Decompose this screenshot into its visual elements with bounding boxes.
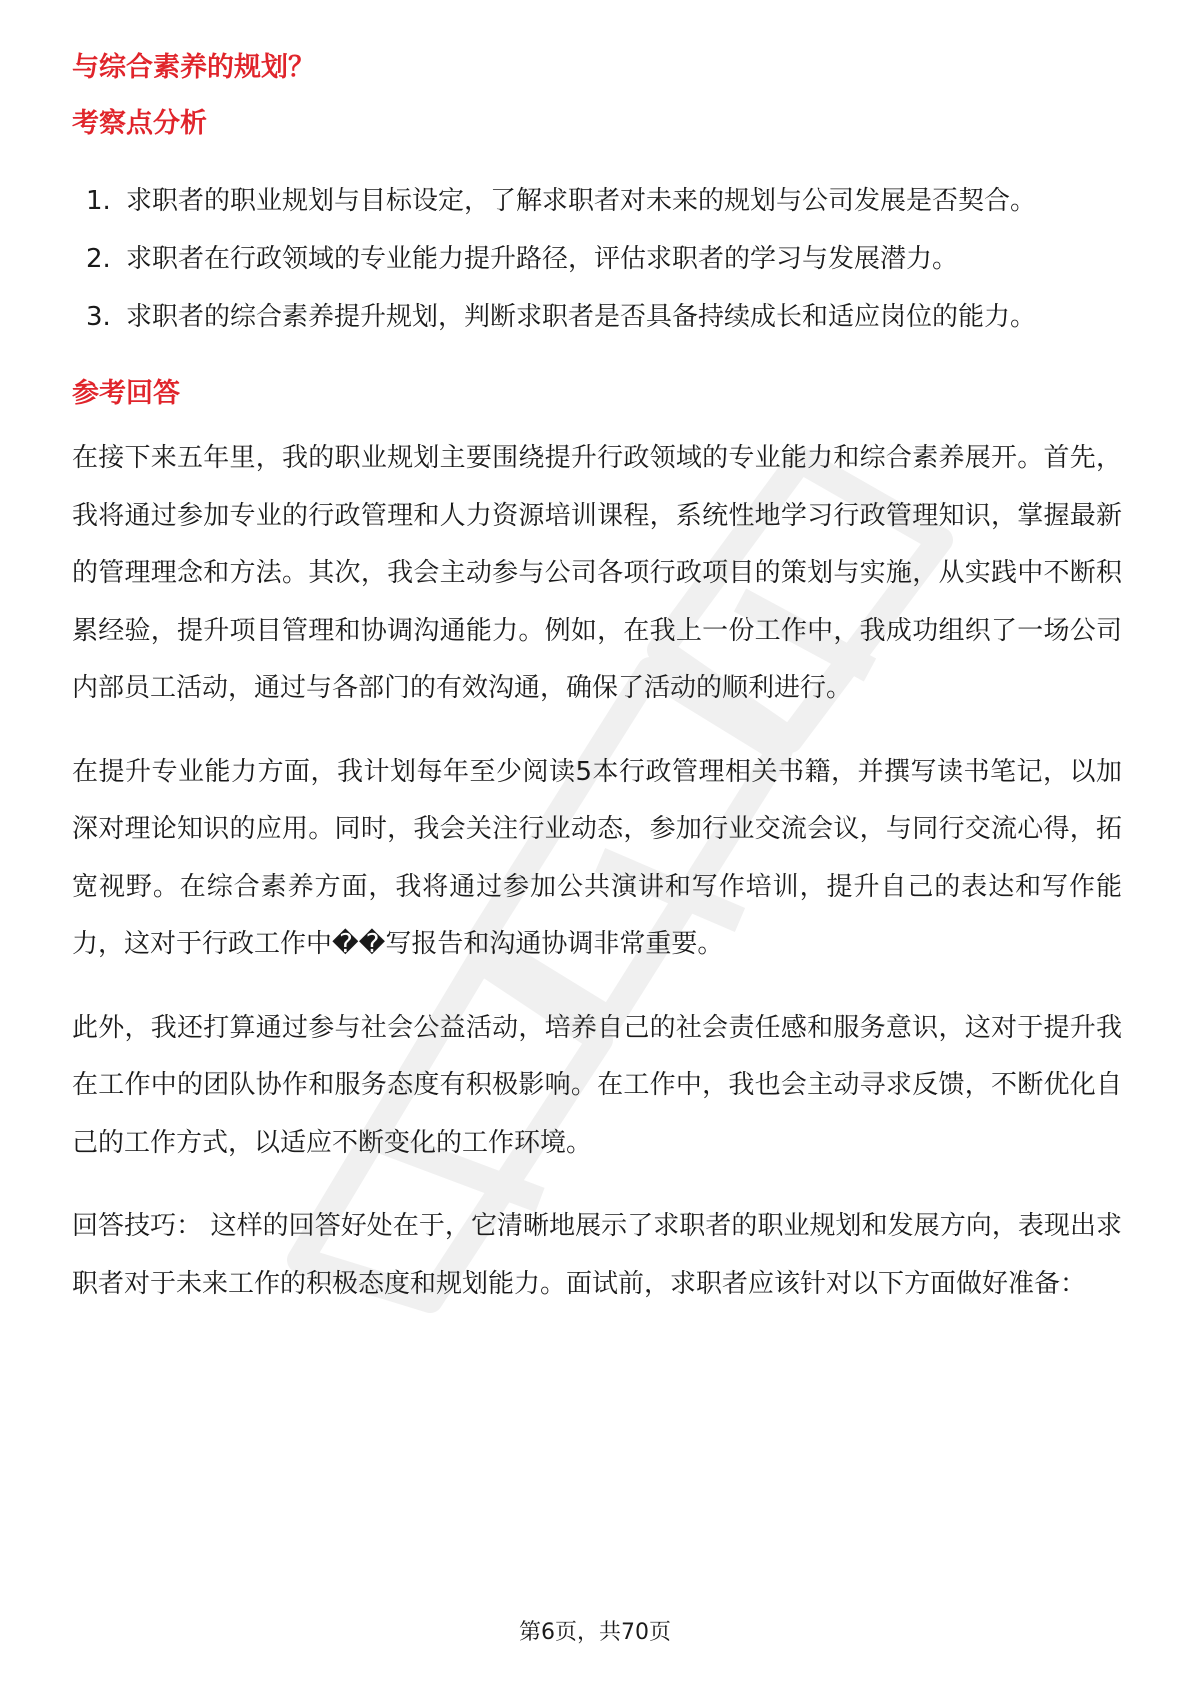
list-item-text: 求职者的综合素养提升规划，判断求职者是否具备持续成长和适应岗位的能力。: [126, 302, 1037, 332]
question-title-tail: 与综合素养的规划？: [72, 52, 315, 83]
answer-paragraph: 此外，我还打算通过参与社会公益活动，培养自己的社会责任感和服务意识，这对于提升我在工作中的团队协作和服务态度有积极影响。在工作中，我也会主动寻求反馈，不断优化自己的工作方式，以适应不断变化的工作环境。: [72, 1012, 1122, 1158]
analysis-heading: 考察点分析: [72, 108, 207, 139]
page-number: 第6页，共70页: [519, 1620, 671, 1645]
list-item: [72, 288, 1122, 346]
answer-heading: 参考回答: [72, 378, 180, 409]
list-number: 1.: [86, 186, 111, 216]
content-area: [72, 44, 1122, 1313]
analysis-points-list: [72, 172, 1122, 346]
list-item-text: 求职者在行政领域的专业能力提升路径，评估求职者的学习与发展潜力。: [126, 244, 959, 274]
answer-paragraph: 在提升专业能力方面，我计划每年至少阅读5本行政管理相关书籍，并撰写读书笔记，以加深对理论知识的应用。同时，我会关注行业动态，参加行业交流会议，与同行交流心得，拓宽视野。在综合素养方面，我将通过参加公共演讲和写作培训，提升自己的表达和写作能力，这对于行政工作中��写报告和沟通协调非常重要。: [72, 756, 1122, 959]
list-item-text: 求职者的职业规划与目标设定，了解求职者对未来的规划与公司发展是否契合。: [126, 186, 1037, 216]
list-number: 2.: [86, 244, 111, 274]
list-number: 3.: [86, 302, 111, 332]
answer-tips-paragraph: 回答技巧： 这样的回答好处在于，它清晰地展示了求职者的职业规划和发展方向，表现出求职者对于未来工作的积极态度和规划能力。面试前，求职者应该针对以下方面做好准备：: [72, 1211, 1122, 1299]
list-item: [72, 172, 1122, 230]
answer-paragraph: 在接下来五年里，我的职业规划主要围绕提升行政领域的专业能力和综合素养展开。首先，我将通过参加专业的行政管理和人力资源培训课程，系统性地学习行政管理知识，掌握最新的管理理念和方法。其次，我会主动参与公司各项行政项目的策划与实施，从实践中不断积累经验，提升项目管理和协调沟通能力。例如，在我上一份工作中，我成功组织了一场公司内部员工活动，通过与各部门的有效沟通，确保了活动的顺利进行。: [72, 443, 1122, 703]
list-item: [72, 230, 1122, 288]
